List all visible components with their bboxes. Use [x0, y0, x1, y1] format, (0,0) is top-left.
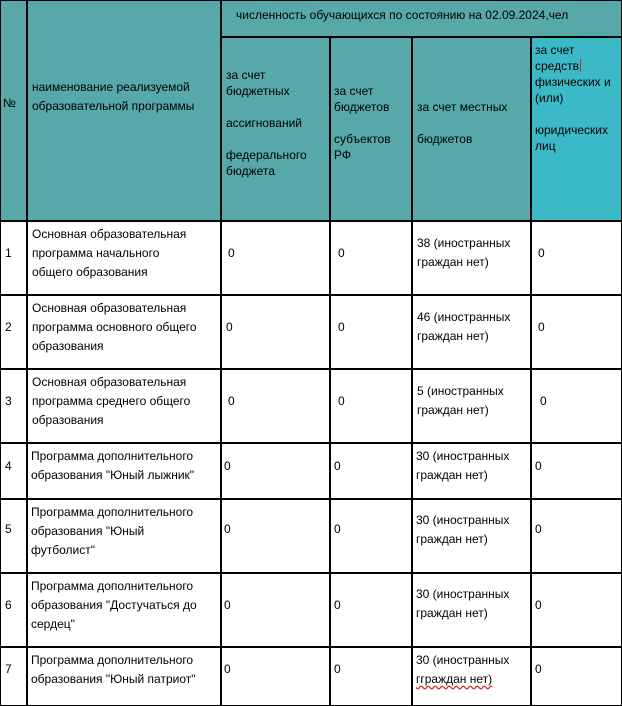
row-6-program-cell [27, 573, 221, 647]
row-6-no-cell [0, 573, 27, 647]
row-5-local-cell [412, 499, 531, 573]
row-2-federal-cell [221, 295, 330, 369]
row-4-no: 4 [5, 459, 12, 473]
row-7-no-cell [0, 647, 27, 706]
row-5-regional-cell [330, 499, 412, 573]
row-7-local-cell [412, 647, 531, 706]
row-2-program: Основная образовательная программа основного общего образования [32, 301, 197, 353]
row-5-program-cell [27, 499, 221, 573]
row-4-federal: 0 [224, 459, 231, 473]
row-5-private-cell [531, 499, 622, 573]
row-3-private: 0 [540, 394, 547, 408]
header-group-title: численность обучающихся по состоянию на 02.09.2024,чел [236, 8, 569, 22]
row-6-regional-cell [330, 573, 412, 647]
header-program: наименование реализуемой образовательной программы [32, 80, 195, 113]
row-5-no: 5 [5, 522, 12, 536]
row-2-no: 2 [5, 320, 12, 334]
header-regional-cell [330, 37, 412, 221]
row-2-local-cell [412, 295, 531, 369]
row-7-federal: 0 [224, 662, 231, 676]
row-4-program-cell [27, 443, 221, 499]
header-no: № [3, 96, 16, 110]
header-regional: за счет бюджетов субъектов РФ [334, 84, 391, 162]
row-7-no: 7 [5, 662, 12, 676]
row-6-federal-cell [221, 573, 330, 647]
row-2-regional: 0 [338, 320, 345, 334]
row-4-program: Программа дополнительного образования "Юный лыжник" [31, 449, 195, 482]
row-5-private: 0 [535, 522, 542, 536]
header-no-cell [0, 0, 27, 221]
row-5-no-cell [0, 499, 27, 573]
row-5-regional: 0 [334, 522, 341, 536]
row-7-private-cell [531, 647, 622, 706]
row-6-local: 30 (иностранных граждан нет) [416, 587, 510, 620]
row-1-program: Основная образовательная программа начального общего образования [32, 227, 187, 279]
row-6-private: 0 [535, 598, 542, 612]
row-1-no: 1 [5, 246, 12, 260]
row-3-no-cell [0, 369, 27, 443]
row-1-local: 38 (иностранных граждан нет) [417, 236, 511, 269]
header-local-cell [412, 37, 531, 221]
header-program-cell [27, 0, 221, 221]
row-7-program-cell [27, 647, 221, 706]
row-4-private-cell [531, 443, 622, 499]
row-7-private: 0 [535, 662, 542, 676]
row-3-no: 3 [5, 394, 12, 408]
row-4-no-cell [0, 443, 27, 499]
row-3-local: 5 (иностранных граждан нет) [417, 384, 504, 417]
row-4-federal-cell [221, 443, 330, 499]
row-4-regional: 0 [334, 459, 341, 473]
row-2-no-cell [0, 295, 27, 369]
row-1-federal-cell [221, 221, 330, 295]
row-2-federal: 0 [226, 320, 233, 334]
row-1-regional-cell [330, 221, 412, 295]
header-federal: за счет бюджетных ассигнований федерального бюджета [226, 68, 307, 178]
header-private-cell [531, 37, 622, 221]
text-cursor [580, 59, 581, 72]
row-2-private: 0 [538, 320, 545, 334]
row-7-regional: 0 [334, 662, 341, 676]
row-3-program-cell [27, 369, 221, 443]
row-5-program: Программа дополнительного образования "Юный футболист" [31, 505, 194, 557]
row-7-program: Программа дополнительного образования "Юный патриот" [31, 653, 196, 686]
row-3-federal-cell [221, 369, 330, 443]
row-4-local-cell [412, 443, 531, 499]
row-5-federal: 0 [224, 522, 231, 536]
row-3-local-cell [412, 369, 531, 443]
row-7-local: 30 (иностранных гграждан нет) [416, 653, 510, 686]
row-1-local-cell [412, 221, 531, 295]
row-3-regional: 0 [338, 394, 345, 408]
row-3-private-cell [531, 369, 622, 443]
row-6-local-cell [412, 573, 531, 647]
row-5-federal-cell [221, 499, 330, 573]
row-6-program: Программа дополнительного образования "Достучаться до сердец" [31, 579, 197, 631]
row-2-private-cell [531, 295, 622, 369]
row-4-local: 30 (иностранных граждан нет) [416, 449, 510, 482]
row-5-local: 30 (иностранных граждан нет) [416, 513, 510, 546]
row-1-regional: 0 [338, 246, 345, 260]
row-2-local: 46 (иностранных граждан нет) [417, 310, 511, 343]
header-federal-cell [221, 37, 330, 221]
row-1-private: 0 [538, 246, 545, 260]
row-1-program-cell [27, 221, 221, 295]
row-4-private: 0 [535, 459, 542, 473]
row-1-private-cell [531, 221, 622, 295]
row-6-regional: 0 [334, 598, 341, 612]
row-6-federal: 0 [224, 598, 231, 612]
row-1-no-cell [0, 221, 27, 295]
row-3-federal: 0 [228, 394, 235, 408]
row-3-regional-cell [330, 369, 412, 443]
header-group-cell [221, 0, 622, 37]
header-private: за счет средств физических и (или) юридических лиц [535, 43, 611, 153]
row-3-program: Основная образовательная программа среднего общего образования [32, 375, 191, 427]
row-6-no: 6 [5, 598, 12, 612]
row-4-regional-cell [330, 443, 412, 499]
row-1-federal: 0 [228, 246, 235, 260]
spellcheck-underline: гграждан нет) [416, 672, 493, 686]
row-2-program-cell [27, 295, 221, 369]
row-7-federal-cell [221, 647, 330, 706]
header-local: за счет местных бюджетов [417, 100, 508, 146]
row-2-regional-cell [330, 295, 412, 369]
row-7-regional-cell [330, 647, 412, 706]
row-6-private-cell [531, 573, 622, 647]
